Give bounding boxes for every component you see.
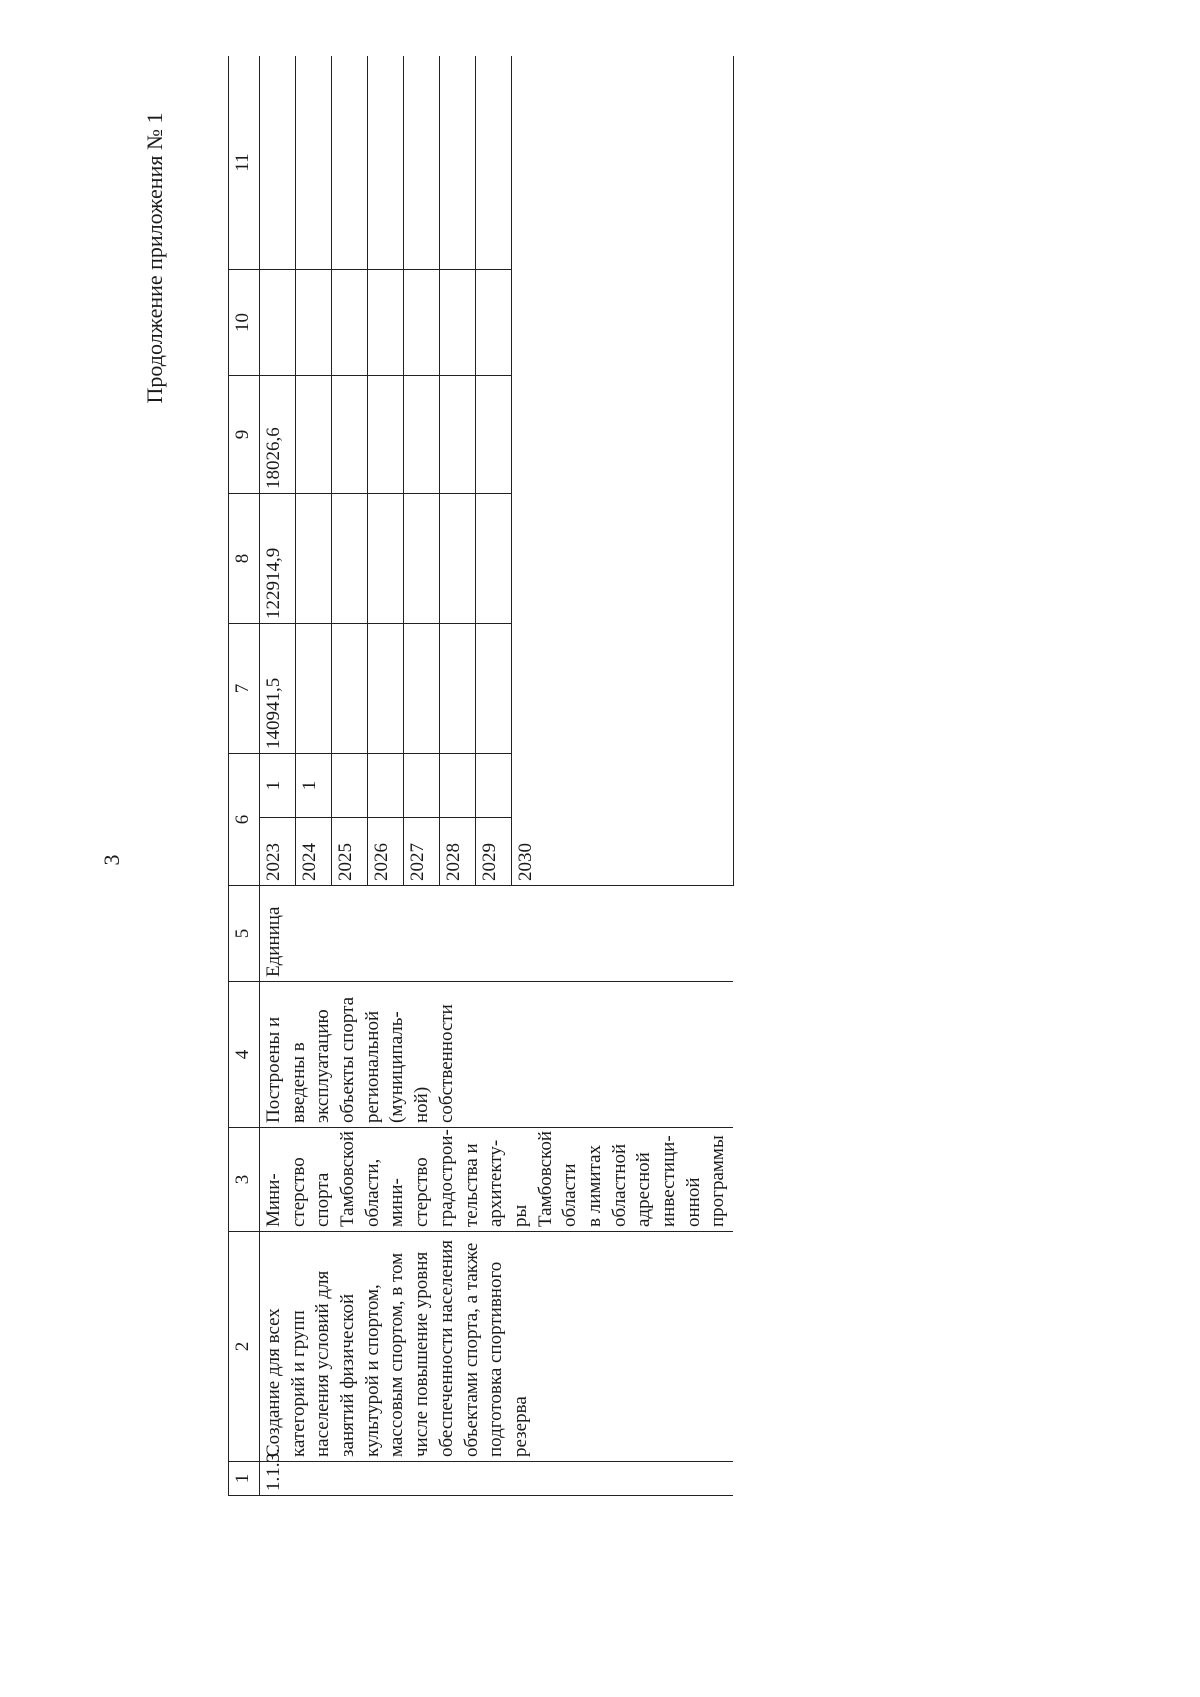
result-line: региональной	[361, 1010, 383, 1123]
result-line: введены в	[287, 1042, 309, 1123]
year-value-cell	[368, 754, 404, 818]
col-number-5: 5	[229, 886, 260, 982]
col11-cell	[296, 56, 332, 270]
col8-cell	[368, 494, 404, 624]
col8-cell: 122914,9	[260, 494, 296, 624]
responsible-line: архитекту-	[485, 1139, 507, 1227]
year-cell: 2023	[260, 818, 296, 886]
result-line: эксплуатацию	[312, 1009, 334, 1123]
col9-cell	[368, 376, 404, 494]
responsible-line: Тамбовской	[534, 1131, 556, 1227]
responsible-line: области	[559, 1163, 581, 1227]
col-number-10: 10	[229, 270, 260, 376]
responsible-line: градострои-	[435, 1129, 457, 1227]
continuation-label: Продолжение приложения № 1	[142, 112, 167, 404]
result-line: объекты спорта	[337, 996, 359, 1123]
col7-cell	[440, 624, 476, 754]
col11-cell	[332, 56, 368, 270]
col10-cell	[332, 270, 368, 376]
row-number: 1.1.3.	[260, 1462, 734, 1496]
col10-cell	[296, 270, 332, 376]
col10-cell	[404, 270, 440, 376]
result-line: Построены и	[263, 1016, 284, 1123]
result-line: ной)	[411, 1086, 433, 1123]
responsible-line: спорта	[312, 1172, 334, 1227]
responsible-line: областной	[608, 1143, 630, 1227]
col-number-4: 4	[229, 982, 260, 1128]
responsible-line: стерство	[287, 1157, 309, 1227]
responsible-line: программы	[707, 1135, 729, 1227]
col8-cell	[296, 494, 332, 624]
col-number-3: 3	[229, 1128, 260, 1232]
col-number-2: 2	[229, 1232, 260, 1462]
year-cell: 2028	[440, 818, 476, 886]
col9-cell	[332, 376, 368, 494]
col8-cell	[404, 494, 440, 624]
col9-cell: 18026,6	[260, 376, 296, 494]
responsible-line: адресной	[633, 1152, 655, 1227]
page-number: 3	[99, 854, 124, 866]
responsible-line: области,	[361, 1158, 383, 1227]
col10-cell	[368, 270, 404, 376]
col-number-11: 11	[229, 56, 260, 270]
task-description: Создание для всех категорий и групп населения условий для занятий физической культурой и спортом, массовым спортом, в том числе повышение уровня обеспеченности населения объектами спорта, а также подготовка спортивного резерва	[260, 1232, 734, 1462]
col-number-7: 7	[229, 624, 260, 754]
year-value-cell	[440, 754, 476, 818]
responsible-line: Мини-	[263, 1173, 284, 1227]
col9-cell	[404, 376, 440, 494]
year-cell: 2029	[476, 818, 512, 886]
result-line: собственности	[435, 1004, 457, 1123]
year-cell: 2026	[368, 818, 404, 886]
responsible-line: тельства и	[460, 1143, 482, 1227]
year-cell: 2027	[404, 818, 440, 886]
col10-cell	[260, 270, 296, 376]
responsible-line: онной	[682, 1177, 704, 1227]
responsible-line: Тамбовской	[337, 1131, 359, 1227]
responsible-line: мини-	[386, 1178, 408, 1227]
responsible-line: в лимитах	[583, 1144, 605, 1227]
col7-cell	[332, 624, 368, 754]
col9-cell	[476, 376, 512, 494]
col11-cell	[440, 56, 476, 270]
table-frame	[228, 56, 1048, 1496]
col7-cell	[404, 624, 440, 754]
col9-cell	[440, 376, 476, 494]
col-number-1: 1	[229, 1462, 260, 1496]
col11-cell	[404, 56, 440, 270]
program-table	[228, 56, 734, 1496]
year-cell: 2025	[332, 818, 368, 886]
year-value-cell: 1	[296, 754, 332, 818]
col8-cell	[332, 494, 368, 624]
col-number-6: 6	[229, 754, 260, 886]
responsible-line: стерство	[411, 1157, 433, 1227]
responsible-executor	[260, 1128, 734, 1232]
responsible-line: ры	[509, 1204, 531, 1227]
col11-cell	[260, 56, 296, 270]
year-value-cell	[476, 754, 512, 818]
col10-cell	[476, 270, 512, 376]
col7-cell	[296, 624, 332, 754]
col7-cell	[368, 624, 404, 754]
year-value-cell	[332, 754, 368, 818]
col8-cell	[476, 494, 512, 624]
col7-cell: 140941,5	[260, 624, 296, 754]
expected-result	[260, 982, 734, 1128]
year-2030: 2030	[515, 843, 536, 881]
year-cell-last	[512, 56, 734, 886]
col11-cell	[368, 56, 404, 270]
result-line: (муниципаль-	[386, 1011, 408, 1123]
column-number-row	[229, 56, 260, 1496]
col8-cell	[440, 494, 476, 624]
col11-cell	[476, 56, 512, 270]
col10-cell	[440, 270, 476, 376]
col-number-8: 8	[229, 494, 260, 624]
year-value-cell: 1	[260, 754, 296, 818]
table-container	[228, 56, 1048, 1496]
year-value-cell	[404, 754, 440, 818]
unit-of-measure: Единица	[260, 886, 734, 982]
col7-cell	[476, 624, 512, 754]
col9-cell	[296, 376, 332, 494]
table-row	[260, 56, 296, 1496]
responsible-line: инвестици-	[658, 1135, 679, 1227]
year-cell: 2024	[296, 818, 332, 886]
col-number-9: 9	[229, 376, 260, 494]
